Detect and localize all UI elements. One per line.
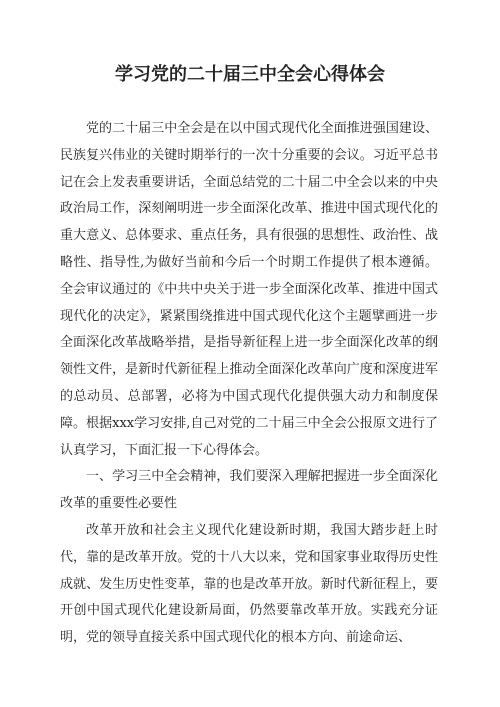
document-title: 学习党的二十届三中全会心得体会 — [115, 64, 385, 85]
paragraph-reform: 改革开放和社会主义现代化建设新时期，我国大踏步赶上时代，靠的是改革开放。党的十八大以来，党和国家事业取得历史性成就、发生历史性变革，靠的也是改革开放。新时代新征程上，要开创中国式现代化建设新局面，仍然要靠改革开放。实践充分证明，党的领导直接关系中国式现代化的根本方向、前途命运、 — [60, 522, 438, 646]
document-body — [60, 116, 438, 652]
paragraph-section-heading: 一、学习三中全会精神，我们要深入理解把握进一步全面深化改革的重要性必要性 — [60, 469, 438, 512]
paragraph-intro: 党的二十届三中全会是在以中国式现代化全面推进强国建设、民族复兴伟业的关键时期举行的一次十分重要的会议。习近平总书记在会上发表重要讲话，全面总结党的二十届二中全会以来的中央政治局工作，深刻阐明进一步全面深化改革、推进中国式现代化的重大意义、总体要求、重点任务，具有很强的思想性、政治性、战略性、指导性,为做好当前和今后一个时期工作提供了根本遵循。全会审议通过的《中共中央关于进一步全面深化改革、推进中国式现代化的决定》，紧紧围绕推进中国式现代化这个主题擘画进一步全面深化改革战略举措，是指导新征程上进一步全面深化改革的纲领性文件，是新时代新征程上推动全面深化改革向广度和深度进军的总动员、总部署，必将为中国式现代化提供强大动力和制度保障。根据xxx学习安排,自己对党的二十届三中全会公报原文进行了认真学习，下面汇报一下心得体会。 — [60, 121, 438, 458]
